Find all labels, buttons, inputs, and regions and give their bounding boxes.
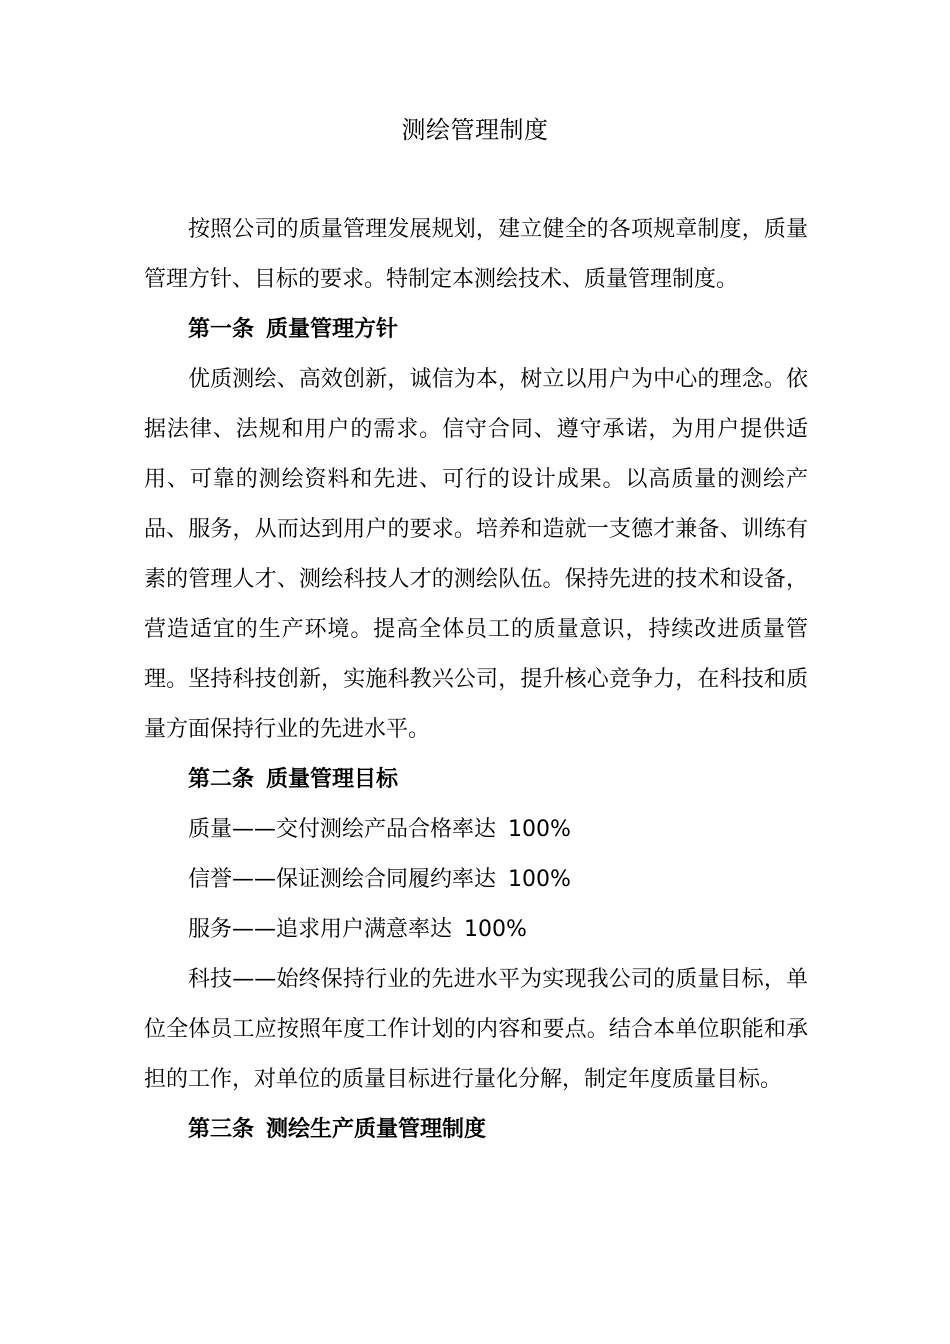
intro-paragraph: 按照公司的质量管理发展规划，建立健全的各项规章制度，质量管理方针、目标的要求。特制定本测绘技术、质量管理制度。 [144,217,808,292]
document-body [144,205,808,1155]
article-2-number: 第二条 [188,767,255,792]
article-1-heading [144,305,808,355]
goal-value: 100% [464,917,527,942]
goal-value: 100% [508,817,571,842]
article-3-number: 第三条 [188,1117,255,1142]
tech-goal-paragraph: 科技——始终保持行业的先进水平为实现我公司的质量目标，单位全体员工应按照年度工作计划的内容和要点。结合本单位职能和承担的工作，对单位的质量目标进行量化分解，制定年度质量目标。 [144,967,808,1092]
goal-label: 信誉——保证测绘合同履约率达 [188,867,497,892]
article-1-body: 优质测绘、高效创新，诚信为本，树立以用户为中心的理念。依据法律、法规和用户的需求。信守合同、遵守承诺，为用户提供适用、可靠的测绘资料和先进、可行的设计成果。以高质量的测绘产品、服务，从而达到用户的要求。培养和造就一支德才兼备、训练有素的管理人才、测绘科技人才的测绘队伍。保持先进的技术和设备，营造适宜的生产环境。提高全体员工的质量意识，持续改进质量管理。坚持科技创新，实施科教兴公司，提升核心竞争力，在科技和质量方面保持行业的先进水平。 [144,367,808,742]
article-3-title: 测绘生产质量管理制度 [266,1117,487,1142]
article-1-number: 第一条 [188,317,255,342]
article-2-title: 质量管理目标 [266,767,399,792]
page-title: 测绘管理制度 [401,116,549,144]
goal-label: 质量——交付测绘产品合格率达 [188,817,497,842]
goal-item [144,905,808,955]
article-3-heading [144,1105,808,1155]
goal-value: 100% [508,867,571,892]
article-1-title: 质量管理方针 [266,317,399,342]
goal-item [144,855,808,905]
article-2-heading [144,755,808,805]
goal-label: 服务——追求用户满意率达 [188,917,453,942]
goal-item [144,805,808,855]
